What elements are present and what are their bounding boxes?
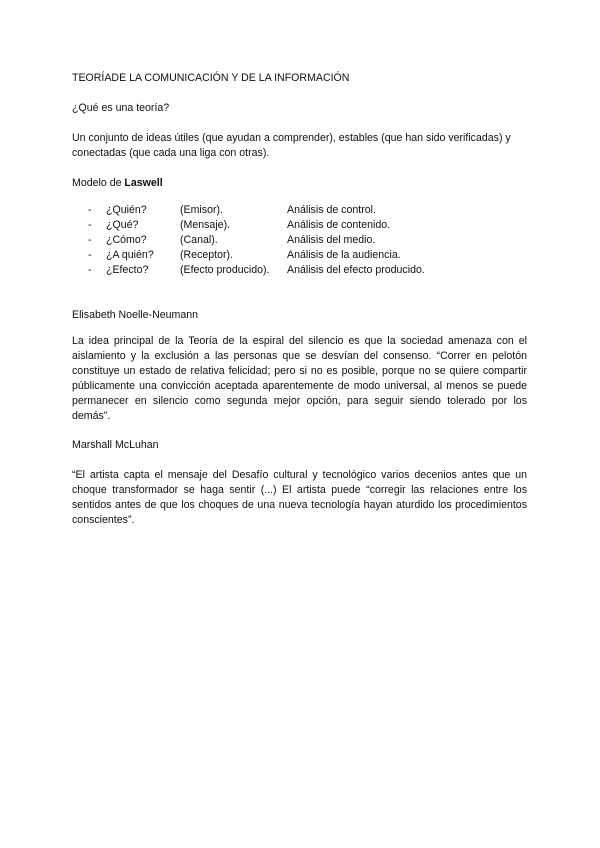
noelle-author: Elisabeth Noelle-Neumann [72,309,199,321]
model-role: (Canal). [180,234,218,246]
model-role: (Emisor). [180,204,223,216]
list-item [88,218,425,233]
list-item [88,248,425,263]
model-question: ¿Qué? [106,219,139,231]
model-prefix: Modelo de [72,177,125,189]
document-title: TEORÍADE LA COMUNICACIÓN Y DE LA INFORMACIÓN [72,72,350,84]
model-role: (Receptor). [180,249,233,261]
list-item [88,263,425,278]
list-dash: - [88,264,92,276]
laswell-model-list [88,203,425,278]
model-question: ¿Efecto? [106,264,149,276]
model-question: ¿Cómo? [106,234,147,246]
list-dash: - [88,204,92,216]
noelle-paragraph: La idea principal de la Teoría de la espiral del silencio es que la sociedad amenaza con el aislamiento y la exclusión a las personas que se desvían del consenso. “Correr en pelotón constituye un estado de relativa felicidad; pero si no es posible, porque no se quiere compartir públicamente una convicción aceptada aparentemente de modo universal, al menos se puede permanecer en silencio como segunda mejor opción, para seguir siendo tolerado por los demás”. [72,335,527,422]
list-dash: - [88,249,92,261]
list-dash: - [88,234,92,246]
list-item [88,233,425,248]
model-heading [72,176,527,191]
list-item [88,203,425,218]
model-analysis: Análisis de control. [287,204,376,216]
model-author: Laswell [124,177,163,189]
model-analysis: Análisis del efecto producido. [287,264,425,276]
model-analysis: Análisis de la audiencia. [287,249,401,261]
mcluhan-author: Marshall McLuhan [72,439,159,451]
list-dash: - [88,219,92,231]
model-question: ¿Quién? [106,204,147,216]
model-role: (Efecto producido). [180,264,270,276]
mcluhan-paragraph: “El artista capta el mensaje del Desafío cultural y tecnológico varios decenios antes que un choque transformador se haga sentir (...) El artista puede “corregir las relaciones entre los sentidos antes de que los choques de una nueva tecnología hayan aturdido los procedimientos conscientes”. [72,469,527,526]
model-analysis: Análisis de contenido. [287,219,391,231]
question-heading: ¿Qué es una teoría? [72,102,170,114]
theory-definition: Un conjunto de ideas útiles (que ayudan a comprender), estables (que han sido verificadas) y conectadas (que cada una liga con otras). [72,132,511,159]
model-role: (Mensaje). [180,219,231,231]
model-question: ¿A quién? [106,249,154,261]
model-analysis: Análisis del medio. [287,234,376,246]
